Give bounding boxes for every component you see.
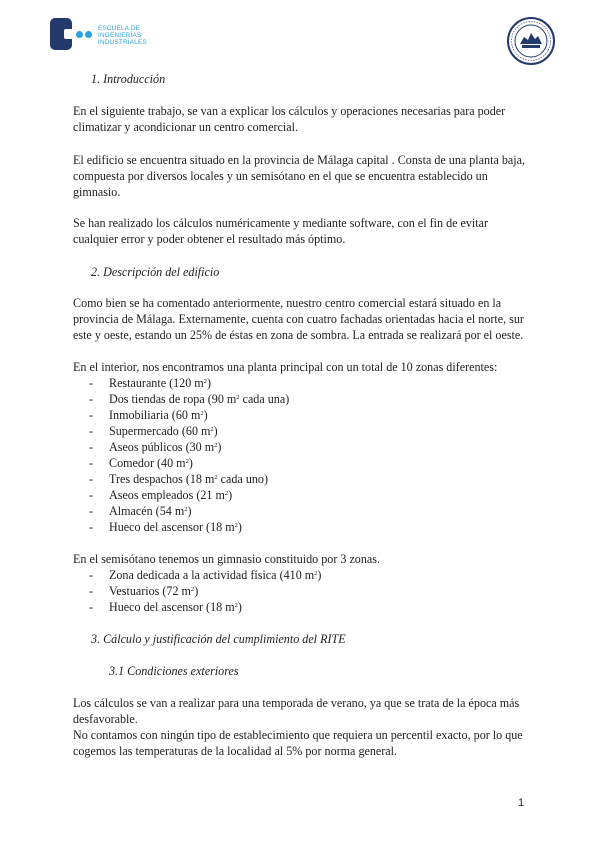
university-seal-icon: [506, 16, 556, 66]
logo-e-mark: [50, 18, 72, 50]
paragraph-line: gimnasio.: [73, 185, 121, 199]
section-heading-descripcion: 2. Descripción del edificio: [91, 265, 220, 279]
school-logo: [50, 14, 160, 54]
section-heading-calculo: 3. Cálculo y justificación del cumplimiento del RITE: [91, 632, 346, 646]
paragraph-line: climatizar y acondicionar un centro comercial.: [73, 120, 298, 134]
paragraph-line: provincia de Málaga. Externamente, cuenta con cuatro fachadas orientadas hacia el norte, sur: [73, 312, 524, 326]
logo-text: ESCUELA DE INGENIERÍAS INDUSTRIALES: [98, 25, 147, 47]
subsection-heading-condiciones: 3.1 Condiciones exteriores: [109, 664, 239, 678]
page-number: 1: [518, 797, 525, 809]
paragraph-line: Como bien se ha comentado anteriormente, nuestro centro comercial estará situado en la: [73, 296, 502, 310]
paragraph-line: cualquier error y poder obtener el resultado más óptimo.: [73, 232, 346, 246]
paragraph-line: El edificio se encuentra situado en la provincia de Málaga capital . Consta de una planta baja,: [73, 153, 525, 167]
paragraph-line: desfavorable.: [73, 712, 138, 726]
logo-dot: [85, 31, 92, 38]
page-header: [0, 0, 600, 70]
paragraph-line: En el siguiente trabajo, se van a explicar los cálculos y operaciones necesarias para poder: [73, 104, 506, 118]
section-heading-introduccion: 1. Introducción: [91, 72, 166, 86]
paragraph-line: Los cálculos se van a realizar para una temporada de verano, ya que se trata de la época más: [73, 696, 520, 710]
logo-dot: [76, 31, 83, 38]
paragraph-line: Se han realizado los cálculos numéricamente y mediante software, con el fin de evitar: [73, 216, 489, 230]
paragraph-line: No contamos con ningún tipo de establecimiento que requiera un percentil exacto, por lo que: [73, 728, 523, 742]
paragraph-line: compuesta por diversos locales y un semisótano en el que se encuentra establecido un: [73, 169, 488, 183]
paragraph-line: este y oeste, estando un 25% de éstas en zona de sombra. La entrada se realizará por el oeste.: [73, 328, 524, 342]
paragraph-line: En el interior, nos encontramos una planta principal con un total de 10 zonas diferentes:: [73, 360, 498, 374]
paragraph-line: En el semisótano tenemos un gimnasio constituido por 3 zonas.: [73, 552, 381, 566]
paragraph-line: cogemos las temperaturas de la localidad al 5% por norma general.: [73, 744, 398, 758]
